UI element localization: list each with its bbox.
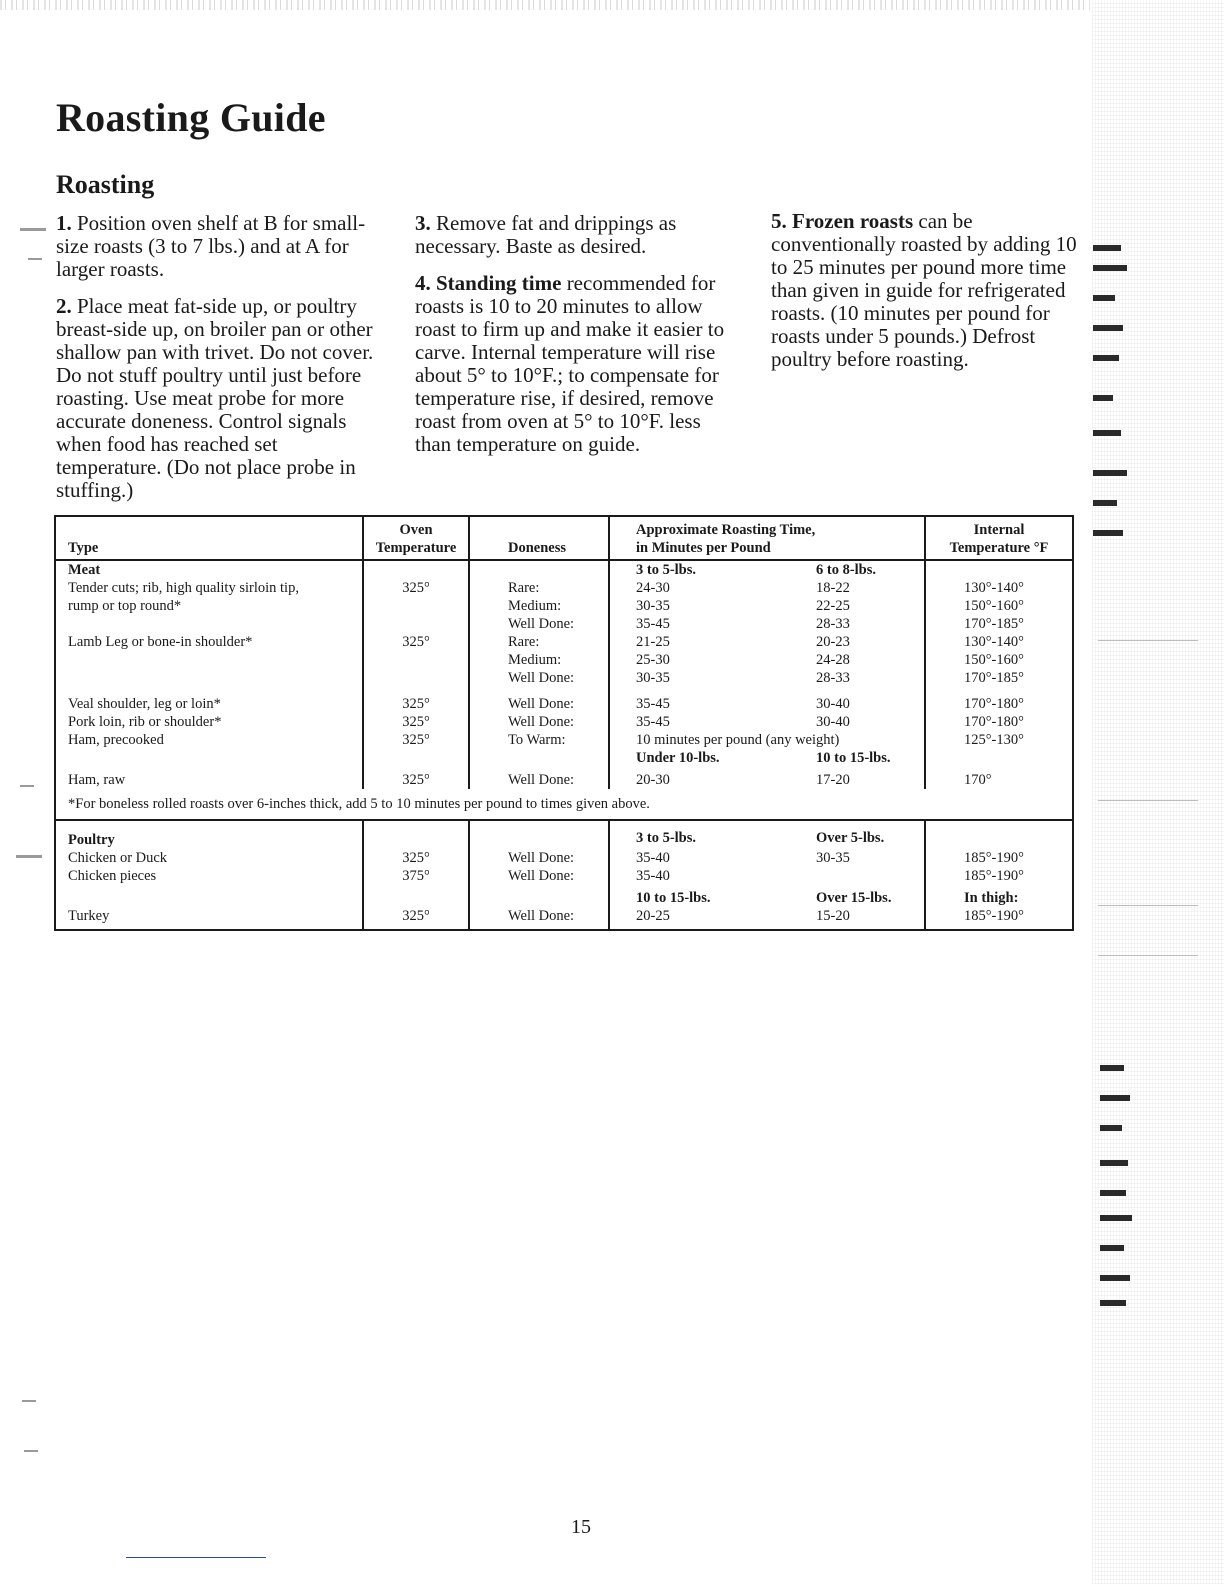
table-row	[55, 669, 1073, 687]
binder-mark	[16, 855, 42, 858]
scan-mark	[1093, 265, 1127, 271]
table-row	[55, 907, 1073, 930]
doneness: To Warm:	[469, 731, 609, 749]
doneness: Rare:	[469, 579, 609, 597]
table-row	[55, 849, 1073, 867]
weight-range: 6 to 8-lbs.	[816, 562, 877, 578]
table-row	[55, 687, 1073, 713]
cut-name: Lamb Leg or bone-in shoulder*	[55, 633, 363, 651]
time-value: 20-30	[636, 772, 670, 788]
header-line: Temperature	[375, 540, 457, 556]
time-value: 22-25	[816, 598, 850, 614]
doneness: Medium:	[469, 651, 609, 669]
time-value: 24-30	[636, 580, 670, 596]
oven-temp: 325°	[363, 849, 469, 867]
table-row	[55, 615, 1073, 633]
time-value: 30-35	[636, 670, 670, 686]
step-text: Position oven shelf at B for small-size roasts (3 to 7 lbs.) and at A for larger roasts.	[56, 211, 366, 281]
step-text: recommended for roasts is 10 to 20 minutes to allow roast to firm up and make it easier to carve. Internal temperature will rise about 5° to 10°F.; to compensate for temperature rise, if desired, remove roast from oven at 5° to 10°F. less than temperature on guide.	[415, 271, 725, 456]
step-number: 3.	[415, 211, 431, 235]
table-row	[55, 597, 1073, 615]
scan-mark	[1093, 530, 1123, 536]
scan-mark	[1093, 395, 1113, 401]
instructions-column-1	[56, 212, 374, 516]
scan-mark	[1093, 470, 1127, 476]
step-number: 4. Standing time	[415, 271, 562, 295]
doneness: Rare:	[469, 633, 609, 651]
header-line: Temperature °F	[949, 540, 1049, 556]
cut-name: rump or top round*	[55, 597, 363, 615]
step-text: Place meat fat-side up, or poultry breast-side up, on broiler pan or other shallow pan with trivet. Do not cover. Do not stuff poultry until just before roasting. Use meat probe for more accurate doneness. Control signals when food has reached set temperature. (Do not place probe in stuffing.)	[56, 294, 374, 502]
step-number: 5. Frozen roasts	[771, 209, 914, 233]
header-doneness: Doneness	[469, 516, 609, 560]
time-value: 17-20	[816, 772, 850, 788]
section-title: Roasting	[56, 170, 155, 199]
time-value: 20-23	[816, 634, 850, 650]
header-internal-temperature	[925, 516, 1073, 560]
scan-line	[1098, 955, 1198, 956]
meat-heading: Meat	[55, 560, 363, 579]
internal-temp: 185°-190°	[925, 907, 1073, 930]
internal-temp: 170°-185°	[925, 615, 1073, 633]
binder-mark	[20, 228, 46, 231]
header-line: Oven	[399, 522, 433, 538]
table-row	[55, 749, 1073, 767]
time-value: 30-40	[816, 696, 850, 712]
page-number: 15	[571, 1516, 591, 1538]
doneness: Well Done:	[469, 907, 609, 930]
doneness: Well Done:	[469, 669, 609, 687]
weight-range: 10 to 15-lbs.	[636, 890, 711, 906]
oven-temp: 325°	[363, 687, 469, 713]
instruction-step-1	[56, 212, 374, 281]
step-text: can be conventionally roasted by adding 10 to 25 minutes per pound more time than given in guide for refrigerated roasts. (10 minutes per pound for roasts under 5 pounds.) Defrost poultry before roasting.	[771, 209, 1077, 371]
weight-range: 3 to 5-lbs.	[636, 562, 697, 578]
scan-line	[1098, 800, 1198, 801]
doneness: Well Done:	[469, 767, 609, 789]
binder-mark	[20, 785, 34, 787]
doneness: Well Done:	[469, 849, 609, 867]
scan-mark	[1093, 355, 1119, 361]
header-line: Internal	[973, 522, 1025, 538]
oven-temp: 325°	[363, 731, 469, 749]
scan-mark	[1093, 245, 1121, 251]
time-value: 20-25	[636, 908, 670, 924]
instruction-step-3	[415, 212, 733, 258]
scan-mark	[1093, 325, 1123, 331]
internal-temp: 170°	[925, 767, 1073, 789]
internal-temp: 130°-140°	[925, 633, 1073, 651]
scan-mark	[1093, 430, 1121, 436]
internal-temp: 170°-185°	[925, 669, 1073, 687]
time-value: 35-45	[636, 714, 670, 730]
internal-temp: 150°-160°	[925, 597, 1073, 615]
scan-underline	[126, 1557, 266, 1558]
internal-temp: 170°-180°	[925, 713, 1073, 731]
oven-temp: 325°	[363, 713, 469, 731]
time-value: 18-22	[816, 580, 850, 596]
internal-temp: 150°-160°	[925, 651, 1073, 669]
step-number: 2.	[56, 294, 72, 318]
time-value: 24-28	[816, 652, 850, 668]
table-row	[55, 789, 1073, 820]
weight-range: Under 10-lbs.	[636, 750, 720, 766]
poultry-heading: Poultry	[55, 820, 363, 849]
scan-mark	[1100, 1125, 1122, 1131]
scan-mark	[1100, 1160, 1128, 1166]
scan-line	[1098, 905, 1198, 906]
weight-range: 3 to 5-lbs.	[636, 830, 697, 846]
time-value: 28-33	[816, 670, 850, 686]
time-value: 30-35	[636, 598, 670, 614]
doneness: Well Done:	[469, 713, 609, 731]
table-row	[55, 767, 1073, 789]
time-value: 35-40	[636, 868, 670, 884]
doneness: Well Done:	[469, 615, 609, 633]
time-value: 15-20	[816, 908, 850, 924]
cut-name: Veal shoulder, leg or loin*	[55, 687, 363, 713]
table-row	[55, 820, 1073, 849]
header-line: in Minutes per Pound	[636, 540, 771, 556]
internal-temp: 125°-130°	[925, 731, 1073, 749]
table-row	[55, 731, 1073, 749]
weight-range: Over 15-lbs.	[816, 890, 892, 906]
scan-mark	[1100, 1275, 1130, 1281]
scan-mark	[1100, 1300, 1126, 1306]
doneness: Medium:	[469, 597, 609, 615]
cut-name: Pork loin, rib or shoulder*	[55, 713, 363, 731]
table-row	[55, 633, 1073, 651]
binder-mark	[24, 1450, 38, 1452]
binder-mark	[22, 1400, 36, 1402]
binder-mark	[28, 258, 42, 260]
time-value: 10 minutes per pound (any weight)	[609, 731, 925, 749]
table-row	[55, 867, 1073, 885]
time-value: 35-45	[636, 696, 670, 712]
table-row	[55, 560, 1073, 579]
scan-mark	[1100, 1245, 1124, 1251]
oven-temp: 325°	[363, 579, 469, 597]
internal-label: In thigh:	[925, 885, 1073, 907]
time-value: 35-40	[636, 850, 670, 866]
doneness: Well Done:	[469, 687, 609, 713]
oven-temp: 325°	[363, 767, 469, 789]
instruction-step-4	[415, 272, 733, 456]
oven-temp: 325°	[363, 907, 469, 930]
scan-noise-right-edge	[1092, 0, 1224, 1584]
cut-name: Ham, raw	[55, 767, 363, 789]
scan-mark	[1093, 500, 1117, 506]
time-value: 25-30	[636, 652, 670, 668]
table-header-row	[55, 516, 1073, 560]
scan-line	[1098, 640, 1198, 641]
header-type: Type	[55, 516, 363, 560]
oven-temp: 375°	[363, 867, 469, 885]
weight-range: Over 5-lbs.	[816, 830, 885, 846]
instruction-step-2	[56, 295, 374, 502]
oven-temp: 325°	[363, 633, 469, 651]
footnote: *For boneless rolled roasts over 6-inches thick, add 5 to 10 minutes per pound to times given above.	[55, 789, 1073, 820]
step-text: Remove fat and drippings as necessary. Baste as desired.	[415, 211, 677, 258]
weight-range: 10 to 15-lbs.	[816, 750, 891, 766]
scan-mark	[1100, 1065, 1124, 1071]
table-row	[55, 579, 1073, 597]
cut-name: Turkey	[55, 907, 363, 930]
scan-mark	[1100, 1095, 1130, 1101]
scan-mark	[1100, 1190, 1126, 1196]
instruction-step-5	[771, 210, 1089, 371]
page-title: Roasting Guide	[56, 95, 326, 140]
instructions-column-3	[771, 210, 1089, 385]
instructions-column-2	[415, 212, 733, 470]
time-value: 35-45	[636, 616, 670, 632]
header-roasting-time	[609, 516, 925, 560]
header-line: Approximate Roasting Time,	[636, 522, 816, 538]
step-number: 1.	[56, 211, 72, 235]
time-value: 30-40	[816, 714, 850, 730]
internal-temp: 185°-190°	[925, 849, 1073, 867]
roasting-guide-table	[54, 515, 1074, 931]
cut-name: Chicken pieces	[55, 867, 363, 885]
scan-mark	[1093, 295, 1115, 301]
doneness: Well Done:	[469, 867, 609, 885]
time-value: 21-25	[636, 634, 670, 650]
header-oven-temperature	[363, 516, 469, 560]
internal-temp: 170°-180°	[925, 687, 1073, 713]
table-row	[55, 651, 1073, 669]
scan-noise-top	[0, 0, 1090, 10]
table-row	[55, 885, 1073, 907]
time-value: 30-35	[816, 850, 850, 866]
cut-name: Chicken or Duck	[55, 849, 363, 867]
internal-temp: 130°-140°	[925, 579, 1073, 597]
internal-temp: 185°-190°	[925, 867, 1073, 885]
scan-mark	[1100, 1215, 1132, 1221]
time-value: 28-33	[816, 616, 850, 632]
cut-name: Ham, precooked	[55, 731, 363, 749]
cut-name: Tender cuts; rib, high quality sirloin tip,	[55, 579, 363, 597]
table-row	[55, 713, 1073, 731]
